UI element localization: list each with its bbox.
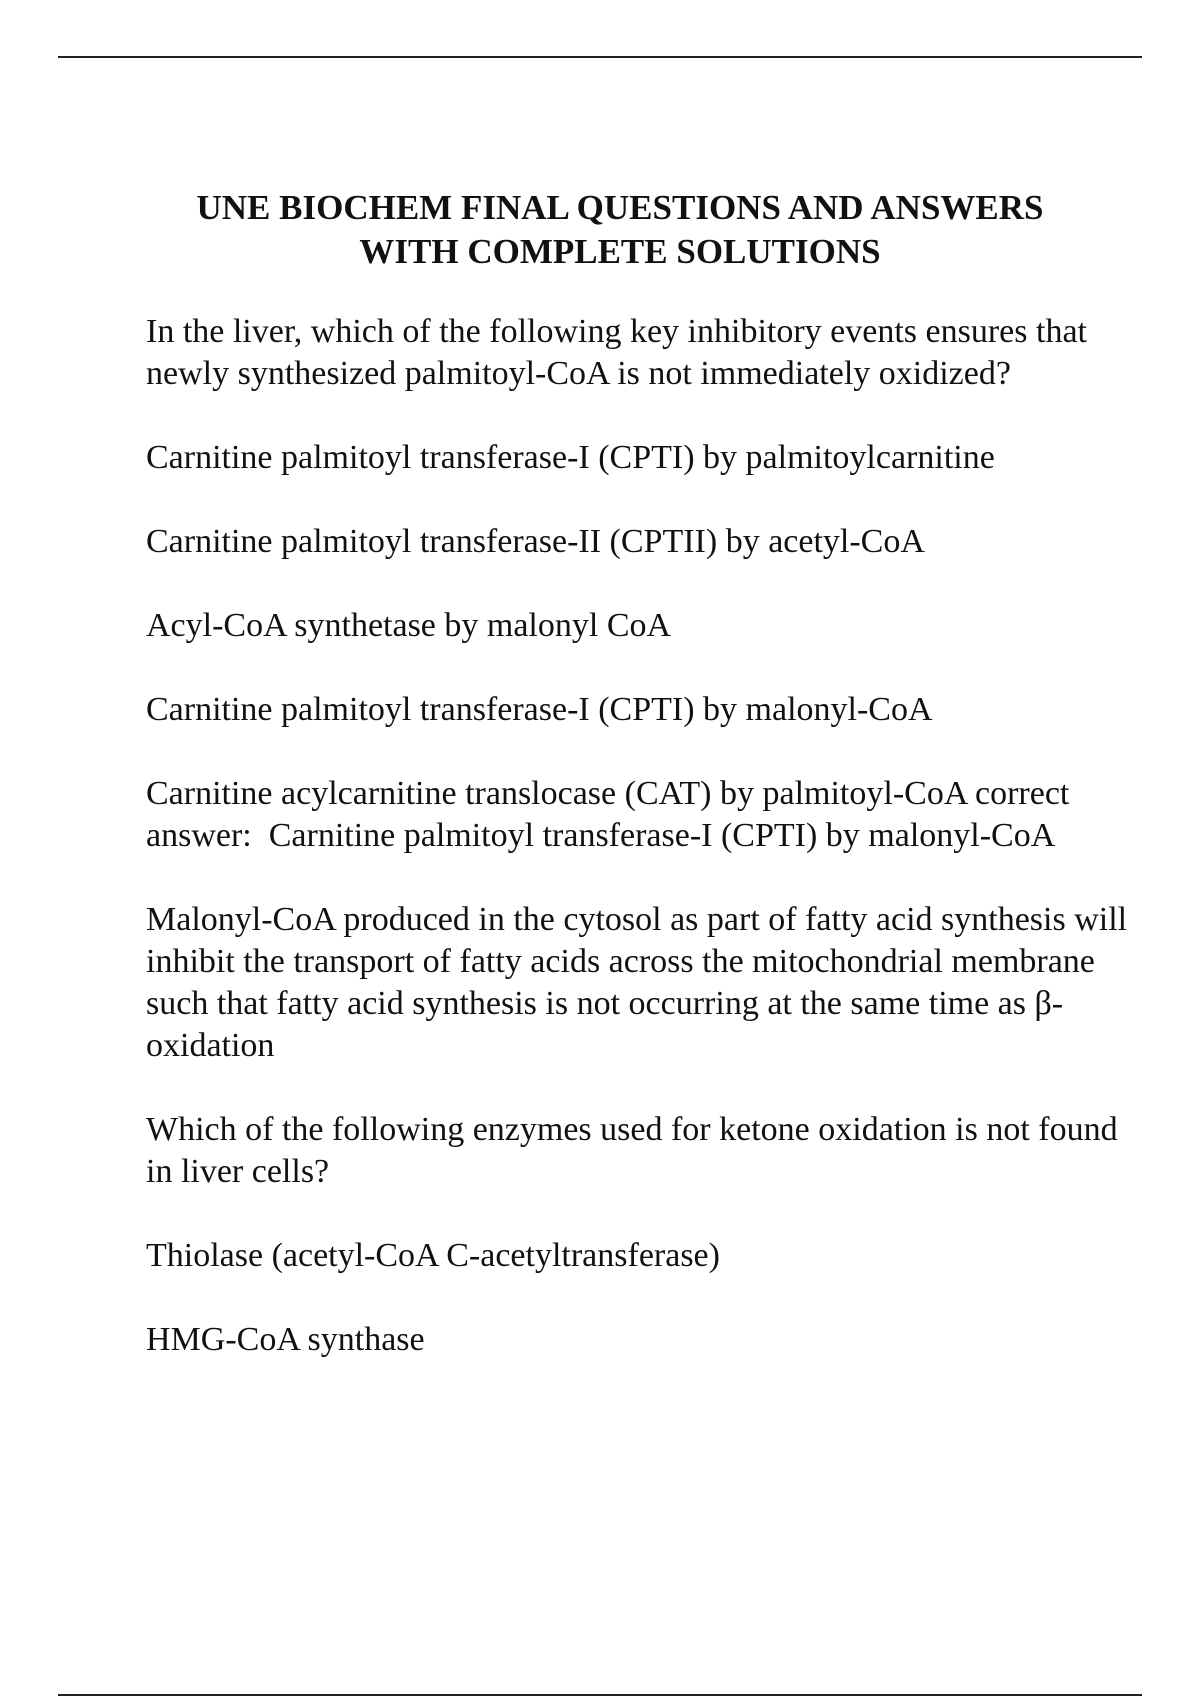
title-line-2: WITH COMPLETE SOLUTIONS: [359, 232, 881, 271]
q1-option-a: Carnitine palmitoyl transferase-I (CPTI) by palmitoylcarnitine: [146, 439, 995, 476]
top-rule: [58, 56, 1142, 58]
bottom-rule: [58, 1694, 1142, 1696]
q1-option-c: Acyl-CoA synthetase by malonyl CoA: [146, 607, 672, 644]
q2-option-a: Thiolase (acetyl-CoA C-acetyltransferase): [146, 1237, 720, 1274]
q1-explanation: Malonyl-CoA produced in the cytosol as part of fatty acid synthesis will inhibit the transport of fatty acids across the mitochondrial membrane such that fatty acid synthesis is not occurring at the same time as β-oxidation: [146, 901, 1136, 1064]
title-line-1: UNE BIOCHEM FINAL QUESTIONS AND ANSWERS: [196, 188, 1044, 227]
q1-option-b: Carnitine palmitoyl transferase-II (CPTII) by acetyl-CoA: [146, 523, 925, 560]
document-body: [146, 311, 1146, 1403]
q1-option-e-with-answer: Carnitine acylcarnitine translocase (CAT) by palmitoyl-CoA correct answer: Carnitine palmitoyl transferase-I (CPTI) by malonyl-CoA: [146, 775, 1078, 854]
q1-option-d: Carnitine palmitoyl transferase-I (CPTI) by malonyl-CoA: [146, 691, 933, 728]
q2-option-b: HMG-CoA synthase: [146, 1321, 425, 1358]
question-1: In the liver, which of the following key inhibitory events ensures that newly synthesized palmitoyl-CoA is not immediately oxidized?: [146, 313, 1096, 392]
question-2: Which of the following enzymes used for ketone oxidation is not found in liver cells?: [146, 1111, 1127, 1190]
document-title: [0, 186, 1200, 274]
